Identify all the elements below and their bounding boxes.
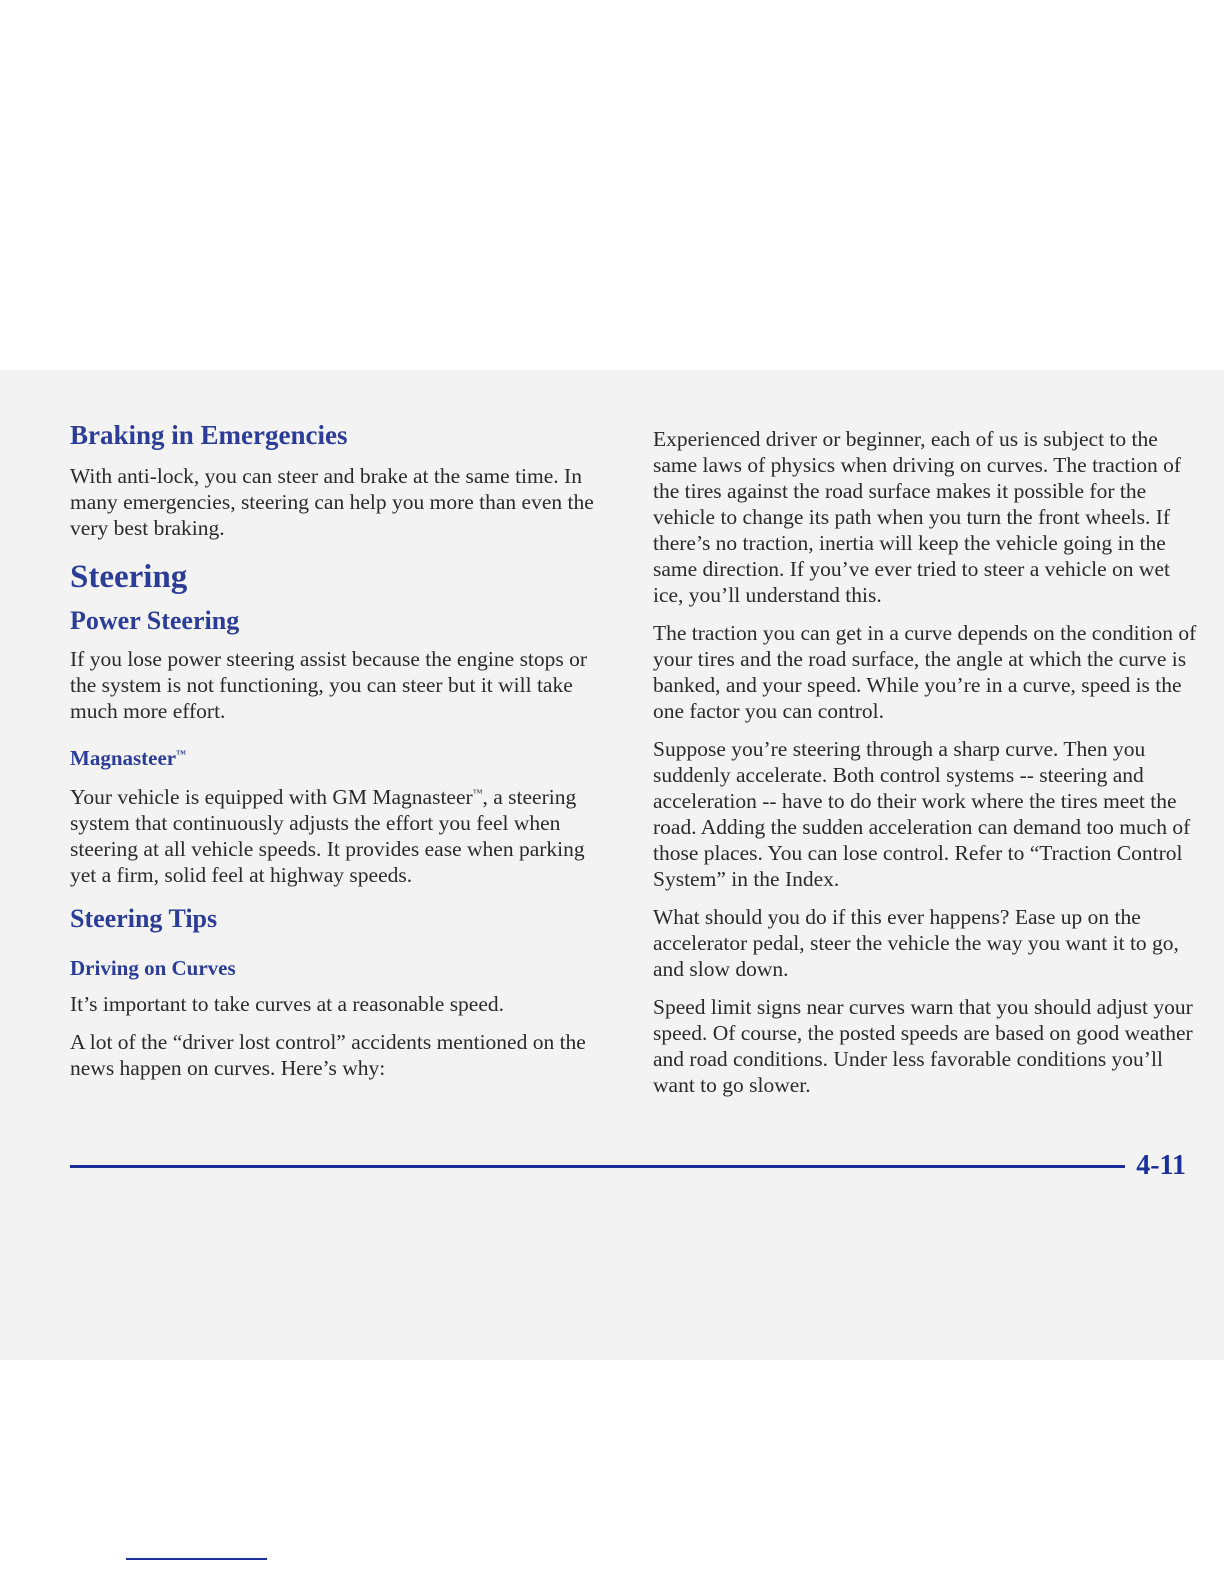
trademark-symbol: ™ bbox=[176, 749, 187, 760]
page-number: 4-11 bbox=[1136, 1150, 1186, 1181]
what-to-do-paragraph: What should you do if this ever happens? Ease up on the accelerator pedal, steer the vehicle the way you want it to go, and slow down. bbox=[653, 905, 1179, 981]
steering-heading: Steering bbox=[70, 559, 188, 595]
magnasteer-heading bbox=[70, 746, 615, 771]
curves-text-1: It’s important to take curves at a reasonable speed. bbox=[70, 992, 505, 1017]
magnasteer-text-rest: , a steering system that continuously adjusts the effort you feel when steering at all vehicle speeds. It provides ease when parking yet a firm, solid feel at highway speeds. bbox=[70, 785, 585, 888]
footer-rule bbox=[70, 1165, 1125, 1168]
braking-text: With anti-lock, you can steer and brake at the same time. In many emergencies, steering can help you more than even the very best braking. bbox=[70, 464, 594, 540]
right-column bbox=[653, 426, 1198, 1110]
magnasteer-text bbox=[70, 781, 615, 888]
trademark-symbol-inline: ™ bbox=[472, 788, 483, 799]
power-steering-heading: Power Steering bbox=[70, 606, 240, 635]
curves-text-2: A lot of the “driver lost control” accidents mentioned on the news happen on curves. Here’s why: bbox=[70, 1030, 586, 1081]
bottom-link-underline bbox=[126, 1558, 267, 1560]
magnasteer-text-start: Your vehicle is equipped with GM Magnasteer bbox=[70, 785, 473, 810]
speed-limit-paragraph: Speed limit signs near curves warn that you should adjust your speed. Of course, the posted speeds are based on good weather and road conditions. Under less favorable conditions you’ll want to go slower. bbox=[653, 995, 1193, 1097]
physics-paragraph: Experienced driver or beginner, each of us is subject to the same laws of physics when driving on curves. The traction of the tires against the road surface makes it possible for the vehicle to change its path when you turn the front wheels. If there’s no traction, inertia will keep the vehicle going in the same direction. If you’ve ever tried to steer a vehicle on wet ice, you’ll understand this. bbox=[653, 427, 1182, 607]
braking-heading: Braking in Emergencies bbox=[70, 420, 348, 450]
power-steering-text: If you lose power steering assist because the engine stops or the system is not functioning, you can steer but it will take much more effort. bbox=[70, 647, 588, 723]
curves-heading: Driving on Curves bbox=[70, 956, 236, 981]
magnasteer-heading-label: Magnasteer bbox=[70, 746, 177, 770]
steering-tips-heading: Steering Tips bbox=[70, 904, 218, 934]
left-column bbox=[70, 420, 615, 1093]
traction-paragraph: The traction you can get in a curve depends on the condition of your tires and the road surface, the angle at which the curve is banked, and your speed. While you’re in a curve, speed is the one factor you can control. bbox=[653, 621, 1197, 723]
acceleration-paragraph: Suppose you’re steering through a sharp curve. Then you suddenly accelerate. Both control systems -- steering and acceleration -- have to do their work where the tires meet the road. Adding the sudden acceleration can demand too much of those places. You can lose control. Refer to “Traction Control System” in the Index. bbox=[653, 737, 1191, 891]
